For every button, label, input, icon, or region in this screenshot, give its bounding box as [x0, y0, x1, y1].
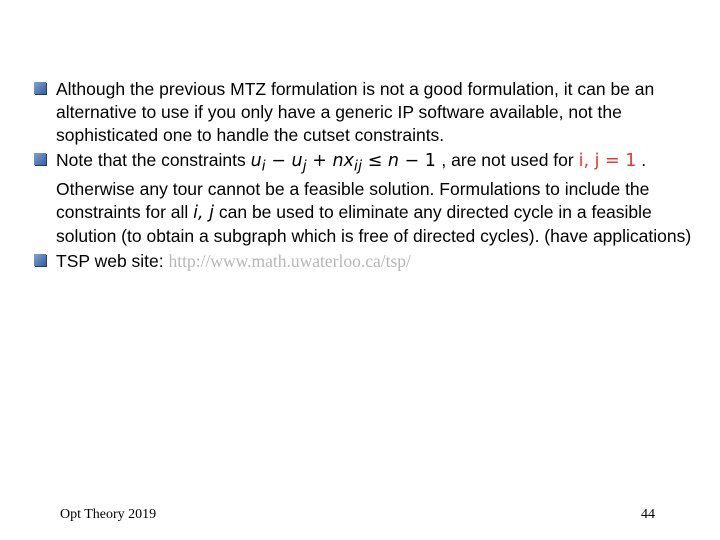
bullet-tsp-site: [34, 250, 694, 273]
bullet-label: TSP web site:: [56, 250, 169, 271]
constraint-formula: $u_i - u_j + nx_{ij} \le n - 1$: [250, 151, 442, 175]
bullet-mtz-note: [34, 78, 694, 147]
bullet-text-mid: , are not used for: [441, 150, 579, 170]
bullet-text-post: . Otherwise any tour cannot be a feasible solution. Formulations to include the constraints for all: [56, 150, 650, 222]
bullet-list: [34, 78, 694, 275]
bullet-text: Although the previous MTZ formulation is not a good formulation, it can be an alternative to use if you only have a generic IP software available, not the sophisticated one to handle the cutset constraints.: [56, 79, 655, 145]
square-bullet-icon: [34, 153, 46, 165]
bullet-text-pre: Note that the constraints: [56, 150, 251, 170]
condition-formula: i, j = 1: [578, 151, 637, 171]
tsp-website-link[interactable]: http://www.math.uwaterloo.ca/tsp/: [168, 250, 411, 271]
square-bullet-icon: [34, 82, 46, 94]
vars-formula: i, j: [193, 202, 214, 223]
square-bullet-icon: [34, 254, 46, 266]
footer-course: Opt Theory 2019: [60, 507, 157, 522]
footer-page-number: 44: [641, 507, 655, 522]
bullet-text-post2: can be used to eliminate any directed cycle in a feasible solution (to obtain a subgraph which is free of directed cycles). (have applications): [56, 201, 692, 246]
bullet-constraints-note: [34, 149, 694, 248]
